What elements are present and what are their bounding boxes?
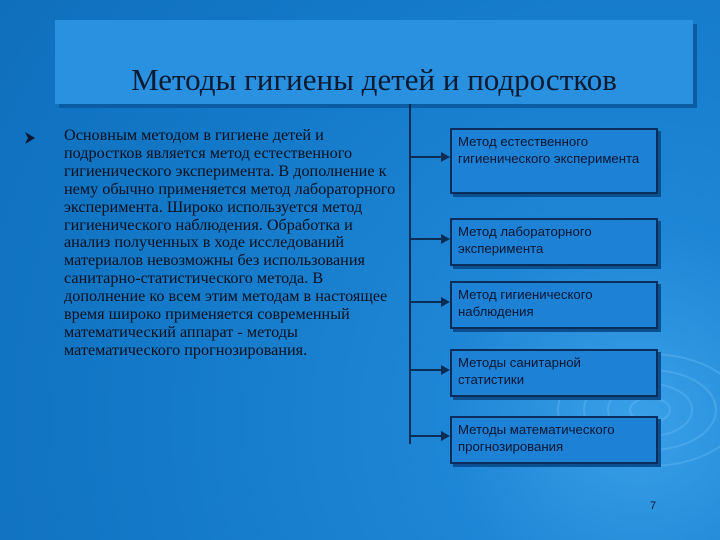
title-bar [55,20,693,104]
method-label: Метод лабораторного эксперимента [458,224,592,256]
slide-title: Методы гигиены детей и подростков [131,62,617,97]
arrow-head-3 [441,297,450,307]
method-label: Метод естественного гигиенического эксперимента [458,134,640,166]
method-box-natural-experiment [450,128,658,194]
method-label: Метод гигиенического наблюдения [458,287,593,319]
method-box-math-forecasting [450,416,658,464]
arrow-line-1 [411,156,443,158]
vertical-connector-line [409,104,411,444]
page-number: 7 [650,500,657,512]
method-box-hygienic-observation [450,281,658,329]
method-label: Методы математического прогнозирования [458,422,615,454]
arrow-head-4 [441,365,450,375]
arrow-head-5 [441,431,450,441]
arrow-head-1 [441,152,450,162]
arrow-head-2 [441,234,450,244]
method-label: Методы санитарной статистики [458,355,581,387]
arrow-line-3 [411,301,443,303]
arrow-bullet-icon [24,131,36,145]
method-box-laboratory-experiment [450,218,658,266]
method-box-sanitary-statistics [450,349,658,397]
arrow-line-5 [411,435,443,437]
arrow-line-2 [411,238,443,240]
arrow-line-4 [411,369,443,371]
body-paragraph: Основным методом в гигиене детей и подростков является метод естественного гигиенического эксперимента. В дополнение к нему обычно применяется метод лабораторного эксперимента. Широко используется метод гигиенического наблюдения. Обработка и анализ полученных в ходе исследований материалов невозможны без использования санитарно-статистического метода. В дополнение ко всем этим методам в настоящее время широко применяется современный математический аппарат - методы математического прогнозирования. [64,126,396,359]
